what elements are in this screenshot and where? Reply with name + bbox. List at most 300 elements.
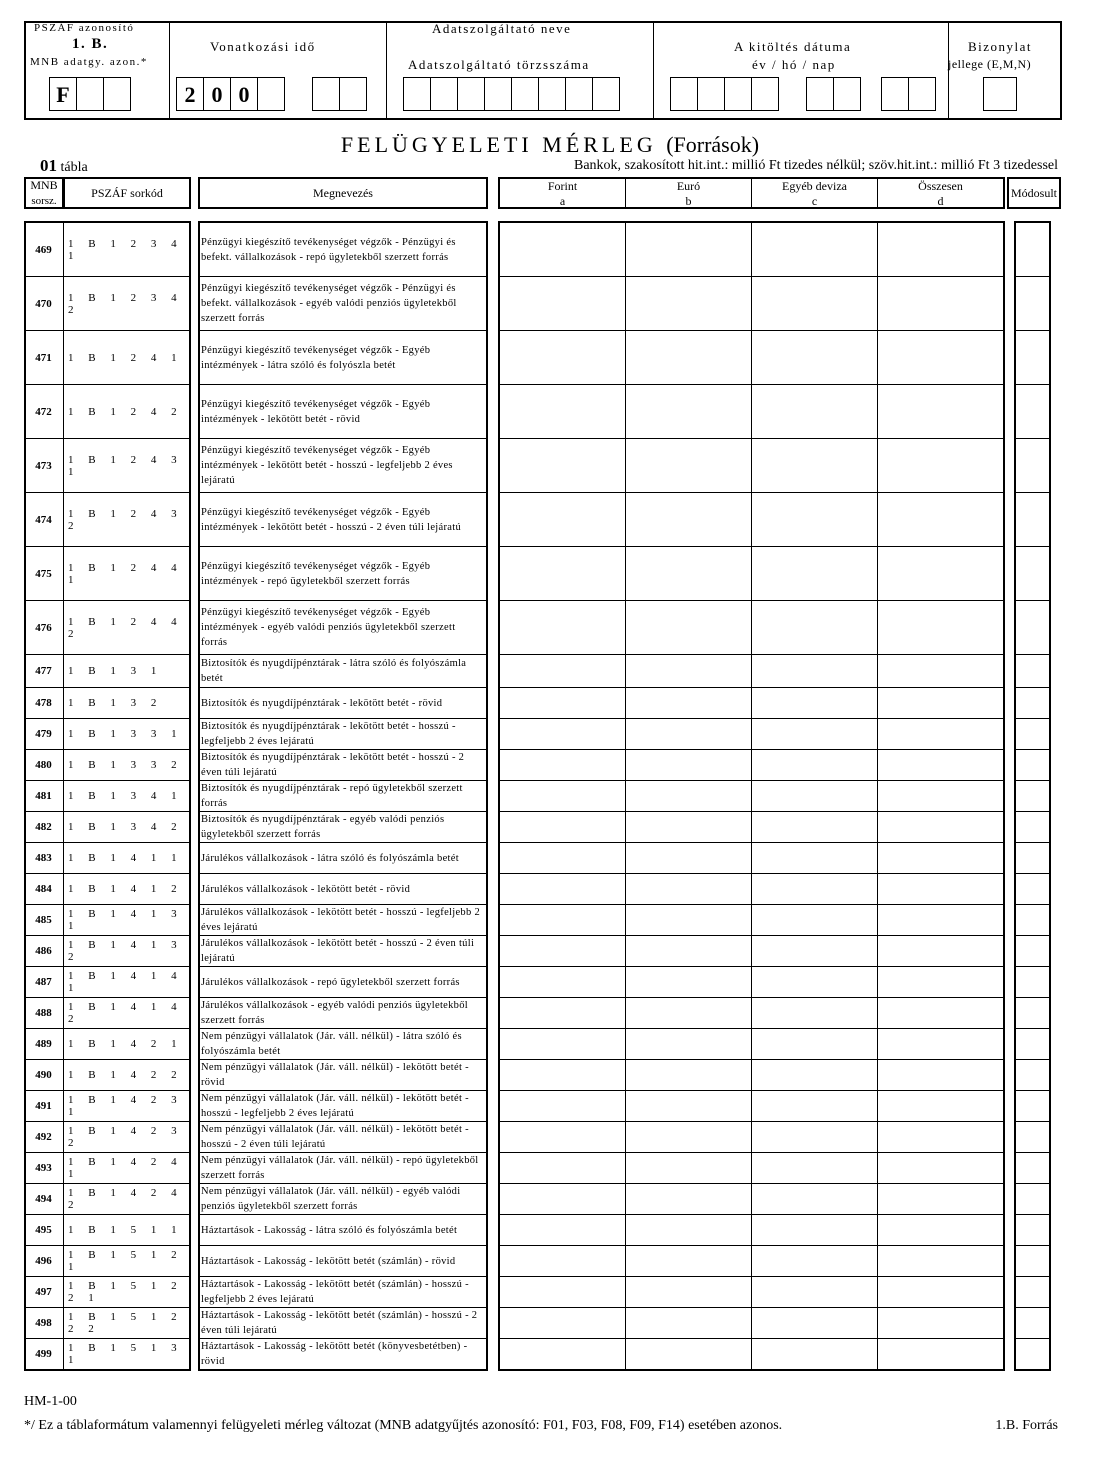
- modified-cell[interactable]: [1016, 439, 1049, 493]
- date-month-boxes[interactable]: [806, 77, 860, 111]
- provider-id-box[interactable]: [565, 77, 593, 111]
- value-cell[interactable]: [752, 688, 878, 719]
- unit-note: Bankok, szakosított hit.int.: millió Ft tizedes nélkül; szöv.hit.int.: millió Ft 3 tizedessel: [573, 158, 1058, 173]
- mnb-label: MNB adatgy. azon.*: [30, 56, 148, 68]
- title-main: FELÜGYELETI MÉRLEG: [340, 132, 657, 157]
- value-cell[interactable]: [752, 936, 878, 967]
- row-name: Nem pénzügyi vállalatok (Jár. váll. nélkül) - egyéb valódi penziós ügyletekből szerzett forrás: [198, 1184, 487, 1215]
- value-cell[interactable]: [752, 905, 878, 936]
- value-cell[interactable]: [752, 439, 878, 493]
- modified-cell[interactable]: [1016, 1277, 1049, 1308]
- value-cell[interactable]: [626, 781, 752, 812]
- value-cell[interactable]: [626, 998, 752, 1029]
- modified-cell[interactable]: [1016, 967, 1049, 998]
- row-code: 1 B 1 4 1 2: [64, 874, 190, 905]
- table-number: [40, 156, 88, 176]
- value-cell[interactable]: [752, 874, 878, 905]
- value-cell[interactable]: [878, 1215, 1003, 1246]
- row-name: Pénzügyi kiegészítő tevékenységet végzők - Egyéb intézmények - lekötött betét - hosszú - 2 éven túli lejáratú: [198, 493, 487, 547]
- value-cell[interactable]: [878, 655, 1003, 688]
- row-code: 1 B 1 5 1 1: [64, 1215, 190, 1246]
- modified-cell[interactable]: [1016, 547, 1049, 601]
- modified-cell[interactable]: [1016, 1215, 1049, 1246]
- row-name: Pénzügyi kiegészítő tevékenységet végzők - Egyéb intézmények - repó ügyletekből szerzett forrás: [198, 547, 487, 601]
- row-number: 499: [24, 1339, 64, 1370]
- row-code: 1 B 1 2 3 4 2: [64, 277, 190, 331]
- row-code: 1 B 1 5 1 2 2 1: [64, 1277, 190, 1308]
- value-cell[interactable]: [500, 1246, 626, 1277]
- modified-cell[interactable]: [1016, 1308, 1049, 1339]
- row-number: 492: [24, 1122, 64, 1153]
- row-name: Járulékos vállalkozások - lekötött betét - hosszú - legfeljebb 2 éves lejáratú: [198, 905, 487, 936]
- row-name: Nem pénzügyi vállalatok (Jár. váll. nélkül) - repó ügyletekből szerzett forrás: [198, 1153, 487, 1184]
- row-name: Járulékos vállalkozások - lekötött betét - hosszú - 2 éven túli lejáratú: [198, 936, 487, 967]
- provider-id-box[interactable]: [538, 77, 566, 111]
- doc-box[interactable]: [983, 77, 1017, 111]
- value-cell[interactable]: [500, 936, 626, 967]
- row-number: 498: [24, 1308, 64, 1339]
- row-name: Pénzügyi kiegészítő tevékenységet végzők - Pénzügyi és befekt. vállalkozások - repó ügyletekből szerzett forrás: [198, 223, 487, 277]
- value-cell[interactable]: [500, 750, 626, 781]
- row-number: 479: [24, 719, 64, 750]
- value-cell[interactable]: [878, 1060, 1003, 1091]
- row-code: 1 B 1 4 2 1: [64, 1029, 190, 1060]
- value-cell[interactable]: [752, 781, 878, 812]
- row-code: 1 B 1 2 4 4 2: [64, 601, 190, 655]
- col-mnb: [24, 177, 64, 209]
- modified-cell[interactable]: [1016, 1122, 1049, 1153]
- period-box[interactable]: 0: [230, 77, 258, 111]
- value-cell[interactable]: [878, 601, 1003, 655]
- row-code: 1 B 1 3 3 2: [64, 750, 190, 781]
- value-cell[interactable]: [626, 385, 752, 439]
- row-number: 469: [24, 223, 64, 277]
- value-cell[interactable]: [500, 1308, 626, 1339]
- value-cell[interactable]: [626, 547, 752, 601]
- modified-cell[interactable]: [1016, 1153, 1049, 1184]
- modified-cell[interactable]: [1016, 1184, 1049, 1215]
- modified-cell[interactable]: [1016, 905, 1049, 936]
- row-code: 1 B 1 4 2 4 1: [64, 1153, 190, 1184]
- value-cell[interactable]: [626, 1308, 752, 1339]
- row-number: 475: [24, 547, 64, 601]
- row-code: 1 B 1 2 4 4 1: [64, 547, 190, 601]
- row-code: 1 B 1 4 1 3 1: [64, 905, 190, 936]
- value-cell[interactable]: [626, 843, 752, 874]
- row-name: Biztosítók és nyugdíjpénztárak - egyéb valódi penziós ügyletekből szerzett forrás: [198, 812, 487, 843]
- modified-cell[interactable]: [1016, 1029, 1049, 1060]
- doc-label: Bizonylat: [968, 39, 1033, 54]
- value-cell[interactable]: [878, 223, 1003, 277]
- date-box[interactable]: [833, 77, 861, 111]
- row-code: 1 B 1 5 1 3 1: [64, 1339, 190, 1370]
- value-columns-header: [498, 177, 1005, 209]
- value-cell[interactable]: [500, 998, 626, 1029]
- row-code: 1 B 1 4 2 3 1: [64, 1091, 190, 1122]
- row-code: 1 B 1 3 1: [64, 655, 190, 688]
- value-cell[interactable]: [500, 331, 626, 385]
- value-cell[interactable]: [500, 874, 626, 905]
- date-year-boxes[interactable]: [670, 77, 778, 111]
- value-cell[interactable]: [500, 719, 626, 750]
- value-cell[interactable]: [500, 547, 626, 601]
- provider-id-boxes[interactable]: [403, 77, 619, 111]
- row-number: 478: [24, 688, 64, 719]
- col-name: Megnevezés: [198, 177, 488, 209]
- row-number: 491: [24, 1091, 64, 1122]
- row-number: 482: [24, 812, 64, 843]
- value-cell[interactable]: [878, 1153, 1003, 1184]
- modified-cell[interactable]: [1016, 1060, 1049, 1091]
- value-cell[interactable]: [752, 1339, 878, 1370]
- modified-cell[interactable]: [1016, 781, 1049, 812]
- value-cell[interactable]: [626, 874, 752, 905]
- value-cell[interactable]: [500, 1277, 626, 1308]
- value-cell[interactable]: [878, 385, 1003, 439]
- value-cell[interactable]: [878, 547, 1003, 601]
- modified-cell[interactable]: [1016, 277, 1049, 331]
- pszaf-value: 1. B.: [72, 36, 109, 52]
- row-name: Pénzügyi kiegészítő tevékenységet végzők - Egyéb intézmények - látra szóló és folyószla betét: [198, 331, 487, 385]
- row-number: 473: [24, 439, 64, 493]
- modified-cell[interactable]: [1016, 1339, 1049, 1370]
- value-cell[interactable]: [752, 998, 878, 1029]
- pszaf-label: PSZÁF azonosító: [34, 22, 135, 34]
- date-box[interactable]: [806, 77, 834, 111]
- row-code: 1 B 1 4 1 4 2: [64, 998, 190, 1029]
- value-cell[interactable]: [500, 1215, 626, 1246]
- value-cell[interactable]: [500, 385, 626, 439]
- row-name: Nem pénzügyi vállalatok (Jár. váll. nélkül) - látra szóló és folyószámla betét: [198, 1029, 487, 1060]
- value-cell[interactable]: [500, 843, 626, 874]
- value-cell[interactable]: [878, 1184, 1003, 1215]
- date-label: A kitöltés dátuma: [734, 39, 852, 54]
- value-cell[interactable]: [626, 1184, 752, 1215]
- provider-id-box[interactable]: [484, 77, 512, 111]
- value-cell[interactable]: [752, 1029, 878, 1060]
- row-code: 1 B 1 5 1 2 2 2: [64, 1308, 190, 1339]
- value-cell[interactable]: [752, 1091, 878, 1122]
- date-day-boxes[interactable]: [881, 77, 935, 111]
- value-cell[interactable]: [500, 1184, 626, 1215]
- value-cell[interactable]: [626, 493, 752, 547]
- value-cell[interactable]: [878, 905, 1003, 936]
- value-cell[interactable]: [752, 1184, 878, 1215]
- row-number: 474: [24, 493, 64, 547]
- row-number: 476: [24, 601, 64, 655]
- value-cell[interactable]: [626, 439, 752, 493]
- value-cell[interactable]: [752, 1060, 878, 1091]
- value-cell[interactable]: [626, 905, 752, 936]
- value-cell[interactable]: [878, 998, 1003, 1029]
- col-other: Egyéb deviza c: [752, 179, 878, 207]
- row-code: 1 B 1 4 2 4 2: [64, 1184, 190, 1215]
- value-cell[interactable]: [752, 331, 878, 385]
- date-box[interactable]: [881, 77, 909, 111]
- modified-cell[interactable]: [1016, 223, 1049, 277]
- value-cell[interactable]: [752, 223, 878, 277]
- value-cell[interactable]: [500, 223, 626, 277]
- value-cell[interactable]: [752, 1308, 878, 1339]
- date-box[interactable]: [751, 77, 779, 111]
- value-cell[interactable]: [878, 277, 1003, 331]
- row-code: 1 B 1 3 4 1: [64, 781, 190, 812]
- modified-cell[interactable]: [1016, 750, 1049, 781]
- row-number: 485: [24, 905, 64, 936]
- date-box[interactable]: [697, 77, 725, 111]
- value-cell[interactable]: [626, 750, 752, 781]
- value-cell[interactable]: [878, 1029, 1003, 1060]
- value-cell[interactable]: [626, 1029, 752, 1060]
- row-code: 1 B 1 2 4 2: [64, 385, 190, 439]
- provider-id-box[interactable]: [457, 77, 485, 111]
- value-cell[interactable]: [878, 967, 1003, 998]
- mnb-box[interactable]: [76, 77, 104, 111]
- form-code: HM-1-00: [24, 1394, 77, 1409]
- row-name: Háztartások - Lakosság - lekötött betét (számlán) - hosszú - legfeljebb 2 éves lejáratú: [198, 1277, 487, 1308]
- value-cell[interactable]: [752, 655, 878, 688]
- row-code: 1 B 1 3 4 2: [64, 812, 190, 843]
- footer-right: 1.B. Forrás: [995, 1418, 1058, 1433]
- provider-id-box[interactable]: [430, 77, 458, 111]
- value-cell[interactable]: [500, 812, 626, 843]
- value-cell[interactable]: [752, 719, 878, 750]
- modified-cell[interactable]: [1016, 843, 1049, 874]
- row-number: 483: [24, 843, 64, 874]
- row-name: Nem pénzügyi vállalatok (Jár. váll. nélkül) - lekötött betét - hosszú - legfeljebb 2 éves lejáratú: [198, 1091, 487, 1122]
- value-cell[interactable]: [500, 1029, 626, 1060]
- value-cell[interactable]: [626, 1215, 752, 1246]
- value-cell[interactable]: [626, 967, 752, 998]
- col-code: PSZÁF sorkód: [63, 177, 191, 209]
- value-cell[interactable]: [626, 1060, 752, 1091]
- value-cell[interactable]: [878, 1339, 1003, 1370]
- value-cell[interactable]: [626, 331, 752, 385]
- value-cell[interactable]: [878, 936, 1003, 967]
- row-number: 494: [24, 1184, 64, 1215]
- value-cell[interactable]: [878, 719, 1003, 750]
- row-number: 486: [24, 936, 64, 967]
- period-box[interactable]: 2: [176, 77, 204, 111]
- value-cell[interactable]: [878, 493, 1003, 547]
- period-box[interactable]: [339, 77, 367, 111]
- value-cell[interactable]: [752, 547, 878, 601]
- value-cell[interactable]: [626, 1277, 752, 1308]
- row-number: 490: [24, 1060, 64, 1091]
- value-cell[interactable]: [878, 688, 1003, 719]
- value-cell[interactable]: [878, 1308, 1003, 1339]
- value-cell[interactable]: [500, 277, 626, 331]
- value-cell[interactable]: [752, 967, 878, 998]
- page-title: [0, 132, 1100, 158]
- row-number: 481: [24, 781, 64, 812]
- row-name: Nem pénzügyi vállalatok (Jár. váll. nélkül) - lekötött betét - hosszú - 2 éven túli lejáratú: [198, 1122, 487, 1153]
- value-cell[interactable]: [500, 493, 626, 547]
- value-cell[interactable]: [626, 655, 752, 688]
- row-name: Háztartások - Lakosság - látra szóló és folyószámla betét: [198, 1215, 487, 1246]
- value-cell[interactable]: [626, 719, 752, 750]
- row-name: Pénzügyi kiegészítő tevékenységet végzők - Egyéb intézmények - lekötött betét - hosszú - legfeljebb 2 éves lejáratú: [198, 439, 487, 493]
- value-cell[interactable]: [752, 812, 878, 843]
- value-cell[interactable]: [878, 1277, 1003, 1308]
- value-cell[interactable]: [500, 905, 626, 936]
- row-code: 1 B 1 4 1 3 2: [64, 936, 190, 967]
- value-cell[interactable]: [500, 655, 626, 688]
- date-box[interactable]: [908, 77, 936, 111]
- value-cell[interactable]: [626, 601, 752, 655]
- value-cell[interactable]: [500, 1060, 626, 1091]
- row-number: 471: [24, 331, 64, 385]
- value-cell[interactable]: [500, 1153, 626, 1184]
- row-name: Háztartások - Lakosság - lekötött betét (számlán) - rövid: [198, 1246, 487, 1277]
- date-box[interactable]: [670, 77, 698, 111]
- value-cell[interactable]: [878, 750, 1003, 781]
- provider-id-box[interactable]: [592, 77, 620, 111]
- value-cell[interactable]: [500, 1339, 626, 1370]
- row-code: 1 B 1 3 2: [64, 688, 190, 719]
- row-number: 484: [24, 874, 64, 905]
- period-box[interactable]: [312, 77, 340, 111]
- row-number: 495: [24, 1215, 64, 1246]
- value-cell[interactable]: [626, 1339, 752, 1370]
- provider-id-box[interactable]: [511, 77, 539, 111]
- row-name: Nem pénzügyi vállalatok (Jár. váll. nélkül) - lekötött betét - rövid: [198, 1060, 487, 1091]
- value-cell[interactable]: [626, 688, 752, 719]
- value-cell[interactable]: [878, 781, 1003, 812]
- value-cell[interactable]: [500, 688, 626, 719]
- row-code: 1 B 1 3 3 1: [64, 719, 190, 750]
- value-cell[interactable]: [878, 1246, 1003, 1277]
- row-code: 1 B 1 2 4 3 2: [64, 493, 190, 547]
- value-cell[interactable]: [752, 1122, 878, 1153]
- col-euro: Euró b: [626, 179, 752, 207]
- row-name: Biztosítók és nyugdíjpénztárak - látra szóló és folyószámla betét: [198, 655, 487, 688]
- row-name: Pénzügyi kiegészítő tevékenységet végzők - Egyéb intézmények - egyéb valódi penziós ügyletekből szerzett forrás: [198, 601, 487, 655]
- modified-cell[interactable]: [1016, 493, 1049, 547]
- row-code: 1 B 1 2 3 4 1: [64, 223, 190, 277]
- value-cell[interactable]: [878, 812, 1003, 843]
- value-cell[interactable]: [752, 1246, 878, 1277]
- period-boxes[interactable]: [176, 77, 284, 111]
- row-number: 497: [24, 1277, 64, 1308]
- row-number: 493: [24, 1153, 64, 1184]
- value-cell[interactable]: [878, 1091, 1003, 1122]
- value-cell[interactable]: [878, 843, 1003, 874]
- row-number: 470: [24, 277, 64, 331]
- modified-cell[interactable]: [1016, 1091, 1049, 1122]
- value-cell[interactable]: [626, 1153, 752, 1184]
- row-name: Járulékos vállalkozások - egyéb valódi penziós ügyletekből szerzett forrás: [198, 998, 487, 1029]
- value-cell[interactable]: [752, 1277, 878, 1308]
- value-cell[interactable]: [500, 1122, 626, 1153]
- row-name: Biztosítók és nyugdíjpénztárak - repó ügyletekből szerzett forrás: [198, 781, 487, 812]
- row-name: Biztosítók és nyugdíjpénztárak - lekötött betét - hosszú - 2 éven túli lejáratú: [198, 750, 487, 781]
- value-cell[interactable]: [878, 1122, 1003, 1153]
- value-cell[interactable]: [752, 493, 878, 547]
- value-cell[interactable]: [752, 750, 878, 781]
- row-name: Biztosítók és nyugdíjpénztárak - lekötött betét - hosszú - legfeljebb 2 éves lejáratú: [198, 719, 487, 750]
- table-no: 01: [40, 156, 57, 175]
- date-sub: év / hó / nap: [752, 57, 836, 72]
- value-cell[interactable]: [878, 439, 1003, 493]
- date-box[interactable]: [724, 77, 752, 111]
- value-cell[interactable]: [752, 601, 878, 655]
- value-cell[interactable]: [626, 277, 752, 331]
- row-code: 1 B 1 2 4 3 1: [64, 439, 190, 493]
- row-code: 1 B 1 2 4 1: [64, 331, 190, 385]
- row-code: 1 B 1 4 2 2: [64, 1060, 190, 1091]
- doc-sub: jellege (E,M,N): [948, 57, 1032, 71]
- modified-cell[interactable]: [1016, 601, 1049, 655]
- value-cell[interactable]: [878, 331, 1003, 385]
- row-name: Pénzügyi kiegészítő tevékenységet végzők - Pénzügyi és befekt. vállalkozások - egyéb valódi penziós ügyletekből szerzett forrás: [198, 277, 487, 331]
- value-cell[interactable]: [626, 1122, 752, 1153]
- value-cell[interactable]: [626, 936, 752, 967]
- mnb-box[interactable]: F: [49, 77, 77, 111]
- row-name: Járulékos vállalkozások - lekötött betét - rövid: [198, 874, 487, 905]
- provider-id-box[interactable]: [403, 77, 431, 111]
- value-cell[interactable]: [500, 601, 626, 655]
- modified-cell[interactable]: [1016, 385, 1049, 439]
- value-cell[interactable]: [626, 1091, 752, 1122]
- value-cell[interactable]: [626, 223, 752, 277]
- row-name: Pénzügyi kiegészítő tevékenységet végzők - Egyéb intézmények - lekötött betét - rövid: [198, 385, 487, 439]
- modified-cell[interactable]: [1016, 812, 1049, 843]
- value-cell[interactable]: [626, 1246, 752, 1277]
- value-cell[interactable]: [752, 277, 878, 331]
- row-name: Háztartások - Lakosság - lekötött betét (számlán) - hosszú - 2 éven túli lejáratú: [198, 1308, 487, 1339]
- title-sub: (Források): [666, 132, 760, 157]
- mnb-boxes[interactable]: [49, 77, 130, 111]
- row-number: 477: [24, 655, 64, 688]
- modified-cell[interactable]: [1016, 936, 1049, 967]
- value-cell[interactable]: [752, 1153, 878, 1184]
- modified-cell[interactable]: [1016, 331, 1049, 385]
- value-cell[interactable]: [500, 781, 626, 812]
- modified-cell[interactable]: [1016, 655, 1049, 688]
- row-code: 1 B 1 5 1 2 1: [64, 1246, 190, 1277]
- doc-boxes[interactable]: [983, 77, 1016, 111]
- value-cell[interactable]: [752, 385, 878, 439]
- provider-name-label: Adatszolgáltató neve: [432, 21, 572, 36]
- period-box[interactable]: 0: [203, 77, 231, 111]
- modified-cell[interactable]: [1016, 998, 1049, 1029]
- period-box[interactable]: [257, 77, 285, 111]
- value-cell[interactable]: [500, 967, 626, 998]
- value-cell[interactable]: [878, 874, 1003, 905]
- modified-cell[interactable]: [1016, 719, 1049, 750]
- value-cell[interactable]: [752, 1215, 878, 1246]
- row-number: 489: [24, 1029, 64, 1060]
- col-modified: Módosult: [1007, 177, 1061, 209]
- row-number: 488: [24, 998, 64, 1029]
- modified-cell[interactable]: [1016, 1246, 1049, 1277]
- value-cell[interactable]: [500, 1091, 626, 1122]
- row-code: 1 B 1 4 2 3 2: [64, 1122, 190, 1153]
- footer-note: */ Ez a táblaformátum valamennyi felügyeleti mérleg változat (MNB adatgyűjtés azonosító: F01, F03, F08, F09, F14) esetében azonos.: [24, 1418, 783, 1433]
- period-boxes-2[interactable]: [312, 77, 366, 111]
- col-mnb-l2: sorsz.: [31, 194, 57, 207]
- row-number: 487: [24, 967, 64, 998]
- row-number: 480: [24, 750, 64, 781]
- value-cell[interactable]: [752, 843, 878, 874]
- mnb-box[interactable]: [103, 77, 131, 111]
- value-cell[interactable]: [500, 439, 626, 493]
- row-number: 496: [24, 1246, 64, 1277]
- value-cell[interactable]: [626, 812, 752, 843]
- modified-cell[interactable]: [1016, 688, 1049, 719]
- modified-cell[interactable]: [1016, 874, 1049, 905]
